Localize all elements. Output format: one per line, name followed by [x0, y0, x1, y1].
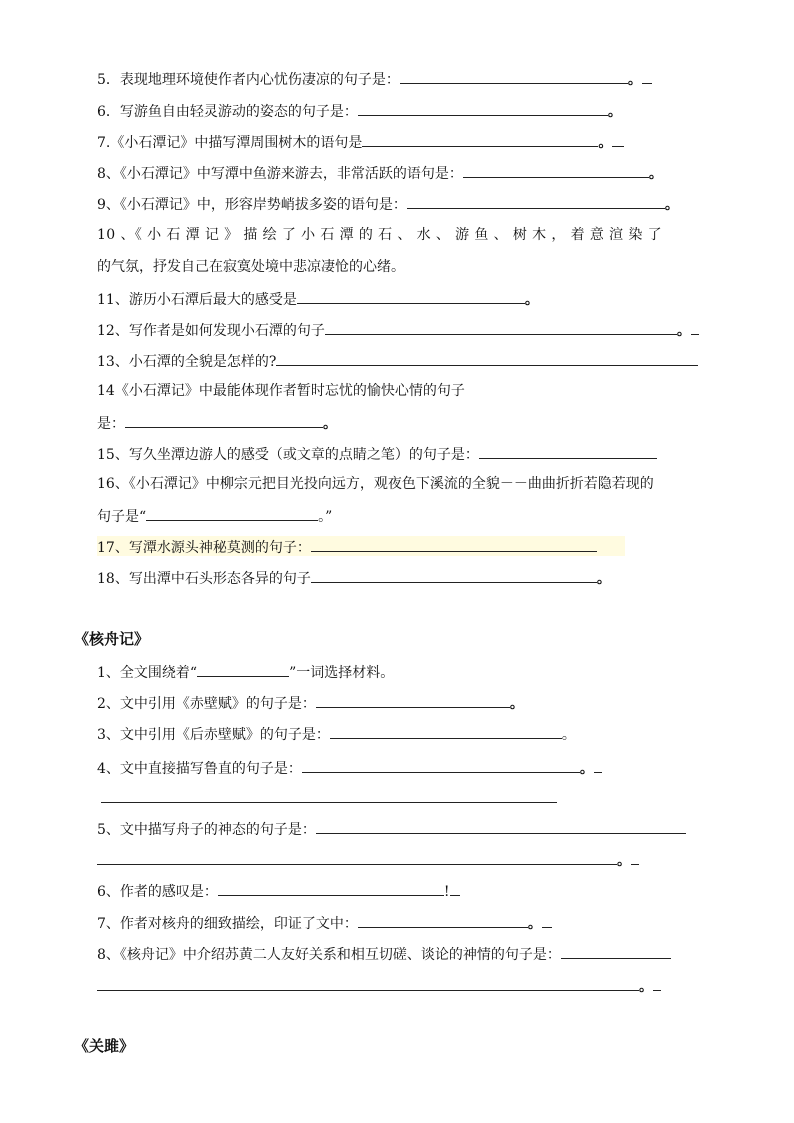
answer-blank[interactable]	[561, 943, 671, 959]
answer-blank[interactable]	[316, 692, 510, 708]
answer-blank-continued[interactable]	[97, 849, 617, 865]
answer-blank[interactable]	[146, 505, 318, 521]
hz-question-1: 1、全文围绕着“ ”一词选择材料。	[97, 661, 394, 681]
answer-blank[interactable]	[311, 536, 597, 552]
answer-blank[interactable]	[407, 193, 665, 209]
answer-blank[interactable]	[297, 288, 525, 304]
question-14-line2: 是： 。	[97, 412, 337, 432]
question-18: 18、写出潭中石头形态各异的句子 。	[97, 567, 611, 587]
hz-question-8: 8、《核舟记》中介绍苏黄二人友好关系和相互切磋、谈论的神情的句子是：	[97, 943, 671, 963]
question-14-line1: 14《小石潭记》中最能体现作者暂时忘忧的愉快心情的句子	[97, 383, 465, 399]
question-12: 12、写作者是如何发现小石潭的句子 。	[97, 319, 699, 339]
hz-question-7: 7、作者对核舟的细致描绘，印证了文中： 。	[97, 912, 552, 932]
question-8: 8、《小石潭记》中写潭中鱼游来游去，非常活跃的语句是： 。	[97, 162, 663, 182]
hz-question-8-line2: 。	[97, 975, 661, 995]
question-9: 9、《小石潭记》中，形容岸势峭拔多姿的语句是： 。	[97, 193, 679, 213]
hz-question-2: 2、文中引用《赤壁赋》的句子是： 。	[97, 692, 524, 712]
question-11: 11、游历小石潭后最大的感受是 。	[97, 288, 539, 308]
hz-question-4: 4、文中直接描写鲁直的句子是： 。	[97, 757, 602, 777]
answer-blank[interactable]	[197, 661, 289, 677]
question-13: 13、小石潭的全貌是怎样的?	[97, 350, 698, 370]
answer-blank[interactable]	[276, 350, 698, 366]
question-15: 15、写久坐潭边游人的感受（或文章的点睛之笔）的句子是：	[97, 443, 657, 463]
question-5: 5．表现地理环境使作者内心忧伤凄凉的句子是： 。	[97, 68, 652, 88]
answer-blank[interactable]	[358, 912, 528, 928]
hz-question-6: 6、作者的感叹是： !	[97, 880, 460, 900]
section-title-hezhouji: 《核舟记》	[74, 630, 150, 648]
answer-blank[interactable]	[479, 443, 657, 459]
question-10-line2: 的气氛，抒发自己在寂寞处境中悲凉凄怆的心绪。	[97, 259, 405, 275]
answer-blank[interactable]	[302, 757, 580, 773]
answer-blank-continued[interactable]	[97, 975, 639, 991]
question-6: 6．写游鱼自由轻灵游动的姿态的句子是： 。	[97, 100, 622, 120]
answer-blank[interactable]	[400, 68, 628, 84]
question-16-line1: 16、《小石潭记》中柳宗元把目光投向远方，观夜色下溪流的全貌－－曲曲折折若隐若现的	[97, 476, 654, 492]
question-16-line2: 句子是“ 。”	[97, 505, 332, 525]
answer-blank[interactable]	[311, 567, 597, 583]
answer-blank[interactable]	[358, 100, 608, 116]
answer-blank[interactable]	[125, 412, 323, 428]
answer-blank-continued[interactable]	[101, 802, 557, 803]
question-17: 17、写潭水源头神秘莫测的句子：	[97, 536, 625, 556]
answer-blank[interactable]	[463, 162, 649, 178]
answer-blank[interactable]	[362, 131, 598, 147]
answer-blank[interactable]	[325, 319, 677, 335]
section-title-guanju: 《关雎》	[74, 1037, 135, 1055]
answer-blank[interactable]	[218, 880, 444, 896]
hz-question-5-line2: 。	[97, 849, 639, 869]
question-10-line1: 10 、《 小 石 潭 记 》 描 绘 了 小 石 潭 的 石 、 水 、 游 鱼 、 树 木 ， 着 意 渲 染 了	[97, 227, 663, 243]
hz-question-3: 3、文中引用《后赤壁赋》的句子是： 。	[97, 723, 576, 743]
hz-question-5: 5、文中描写舟子的神态的句子是：	[97, 818, 686, 838]
answer-blank[interactable]	[330, 723, 562, 739]
question-7: 7.《小石潭记》中描写潭周围树木的语句是 。	[97, 131, 624, 151]
answer-blank[interactable]	[316, 818, 686, 834]
